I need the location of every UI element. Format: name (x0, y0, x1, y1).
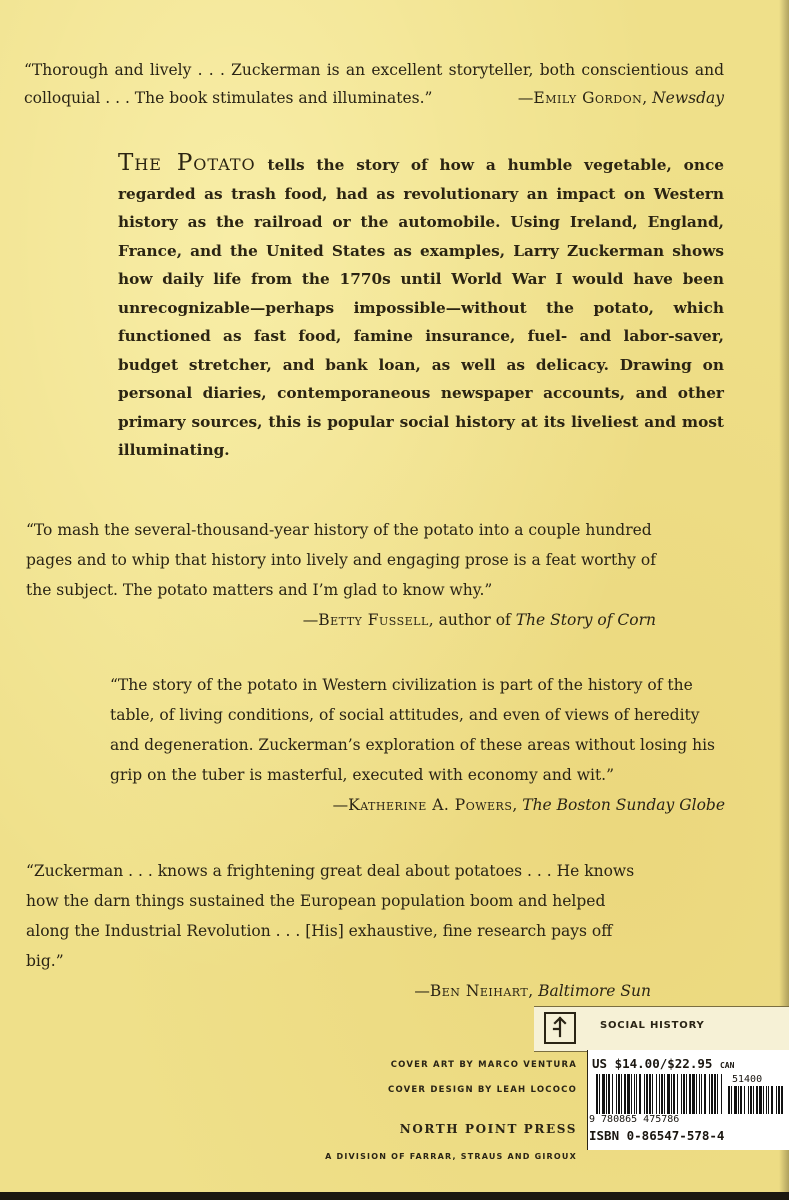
barcode-bar (753, 1086, 754, 1114)
quote-attribution (110, 790, 725, 820)
category-label: SOCIAL HISTORY (600, 1020, 705, 1031)
barcode-bar (704, 1074, 706, 1114)
barcode-bar (731, 1086, 732, 1114)
barcode-bar (646, 1074, 648, 1114)
attribution-dash: — (302, 611, 319, 629)
price-value: US $14.00/$22.95 (592, 1056, 713, 1071)
barcode-bar (728, 1086, 730, 1114)
barcode-bar (756, 1086, 758, 1114)
barcode-bar (661, 1074, 663, 1114)
review-quote-newsday (24, 56, 724, 112)
quote-text: “Thorough and lively . . . Zuckerman is an excellent storyteller, both conscientious and colloquial . . . The book stimulates and illuminates.” (24, 61, 724, 107)
attribution-name: Katherine A. Powers (348, 796, 513, 814)
cover-bottom-edge (0, 1192, 789, 1200)
barcode-bar (744, 1086, 745, 1114)
barcode-bar (627, 1074, 630, 1114)
attribution-source: The Story of Corn (515, 611, 656, 629)
barcode-bar (692, 1074, 695, 1114)
barcode-bar (686, 1074, 687, 1114)
barcode-bar (639, 1074, 641, 1114)
barcode-bar (634, 1074, 635, 1114)
barcode-bar (711, 1074, 713, 1114)
barcode-bar (763, 1086, 764, 1114)
attribution-dash: — (414, 982, 430, 1000)
barcode-bar (689, 1074, 691, 1114)
barcode-bar (778, 1086, 780, 1114)
barcode-bar (616, 1074, 617, 1114)
cover-art-credit: COVER ART BY MARCO VENTURA (390, 1060, 577, 1070)
quote-attribution: —Emily Gordon, Newsday (517, 89, 724, 107)
attribution-source: Baltimore Sun (538, 982, 651, 1000)
book-description (118, 149, 724, 465)
publisher-division: A DIVISION OF FARRAR, STRAUS AND GIROUX (325, 1152, 577, 1161)
attribution-name: Emily Gordon (533, 89, 643, 107)
barcode-bar (618, 1074, 620, 1114)
price-label (592, 1056, 734, 1071)
attribution-name: Ben Neihart (429, 982, 529, 1000)
barcode-bar (750, 1086, 752, 1114)
attribution-source: The Boston Sunday Globe (522, 796, 725, 814)
barcode-bar (781, 1086, 783, 1114)
barcode-bar (599, 1074, 600, 1114)
attribution-separator: , (528, 982, 539, 1000)
barcode-bar (649, 1074, 651, 1114)
barcode-bar (740, 1086, 742, 1114)
barcode-bar (659, 1074, 660, 1114)
barcode-bar (721, 1074, 722, 1114)
barcode-bar (681, 1074, 682, 1114)
barcode-bar (631, 1074, 632, 1114)
barcode-bar (673, 1074, 675, 1114)
barcode-bar (776, 1086, 777, 1114)
price-suffix: CAN (719, 1061, 735, 1070)
barcode-bar (664, 1074, 665, 1114)
description-body: tells the story of how a humble vegetable, once regarded as trash food, had as revolutionary an impact on Western history as the railroad or the automobile. Using Ireland, England, France, and the United States as examples, Larry Zuckerman shows how daily life from the 1770s until World War I would have been unrecognizable—perhaps impossible—without the potato, which functioned as fast food, famine insurance, fuel- and labor-saver, budget stretcher, and bank loan, as well as delicacy. Drawing on personal diaries, contemporaneous newspaper accounts, and other primary sources, this is popular social history at its liveliest and most illuminating. (118, 156, 724, 459)
barcode-bar (717, 1074, 718, 1114)
barcode-bar (667, 1074, 670, 1114)
review-quote-neihart (26, 856, 651, 1006)
isbn-number: ISBN 0-86547-578-4 (589, 1128, 725, 1143)
barcode-bar (766, 1086, 767, 1114)
barcode-bar (621, 1074, 622, 1114)
barcode-bar (738, 1086, 739, 1114)
barcode-bar (759, 1086, 762, 1114)
barcode-bar (699, 1074, 700, 1114)
quote-attribution (26, 605, 656, 635)
barcode-bar (636, 1074, 637, 1114)
barcode-bar (714, 1074, 716, 1114)
barcode-bar (624, 1074, 626, 1114)
barcode-bar (596, 1074, 598, 1114)
barcode-bar (671, 1074, 672, 1114)
attribution-name: Betty Fussell (318, 611, 429, 629)
barcode-bar (602, 1074, 605, 1114)
barcode-bar (606, 1074, 607, 1114)
quote-text: “The story of the potato in Western civilization is part of the history of the table, of living conditions, of social attitudes, and even of views of heredity and degeneration. Zuckerman’s exploration of these areas without losing his grip on the tuber is masterful, executed with economy and wit.” (110, 676, 715, 784)
description-lead: The Potato (118, 150, 256, 176)
ean13-number: 9 780865 475786 (589, 1114, 680, 1125)
barcode-bar (677, 1074, 678, 1114)
barcode-bar (734, 1086, 737, 1114)
barcode-bar (652, 1074, 653, 1114)
barcode-bar (768, 1086, 769, 1114)
barcode-bar (701, 1074, 702, 1114)
barcode-bar (612, 1074, 613, 1114)
barcode-icon (590, 1074, 786, 1114)
review-quote-fussell (26, 515, 656, 635)
quote-text: “Zuckerman . . . knows a frightening great deal about potatoes . . . He knows how the darn things sustained the European population boom and helped along the Industrial Revolution . . . [His] exhaustive, fine research pays off big.” (26, 862, 635, 970)
attribution-role: , author of (428, 611, 516, 629)
barcode-bar (696, 1074, 697, 1114)
north-point-press-logo-glyph (546, 1014, 574, 1042)
attribution-separator: , (512, 796, 523, 814)
quote-text: “To mash the several-thousand-year history of the potato into a couple hundred pages and to whip that history into lively and engaging prose is a feat worthy of the subject. The potato matters and I’m glad to know why.” (26, 521, 656, 599)
publisher-name: NORTH POINT PRESS (399, 1122, 577, 1136)
barcode-bar (608, 1074, 610, 1114)
barcode-bar (656, 1074, 657, 1114)
barcode-bar (709, 1074, 710, 1114)
review-quote-powers (110, 670, 725, 820)
north-point-press-logo-icon (544, 1012, 576, 1044)
ean5-number: 51400 (732, 1074, 763, 1085)
attribution-source: Newsday (652, 89, 724, 107)
attribution-dash: — (332, 796, 349, 814)
barcode-bar (683, 1074, 685, 1114)
barcode-bar (771, 1086, 773, 1114)
barcode-bar (748, 1086, 749, 1114)
quote-attribution (26, 976, 651, 1006)
attribution-dash: — (517, 89, 534, 107)
cover-design-credit: COVER DESIGN BY LEAH LOCOCO (388, 1085, 577, 1095)
barcode-bar (644, 1074, 645, 1114)
